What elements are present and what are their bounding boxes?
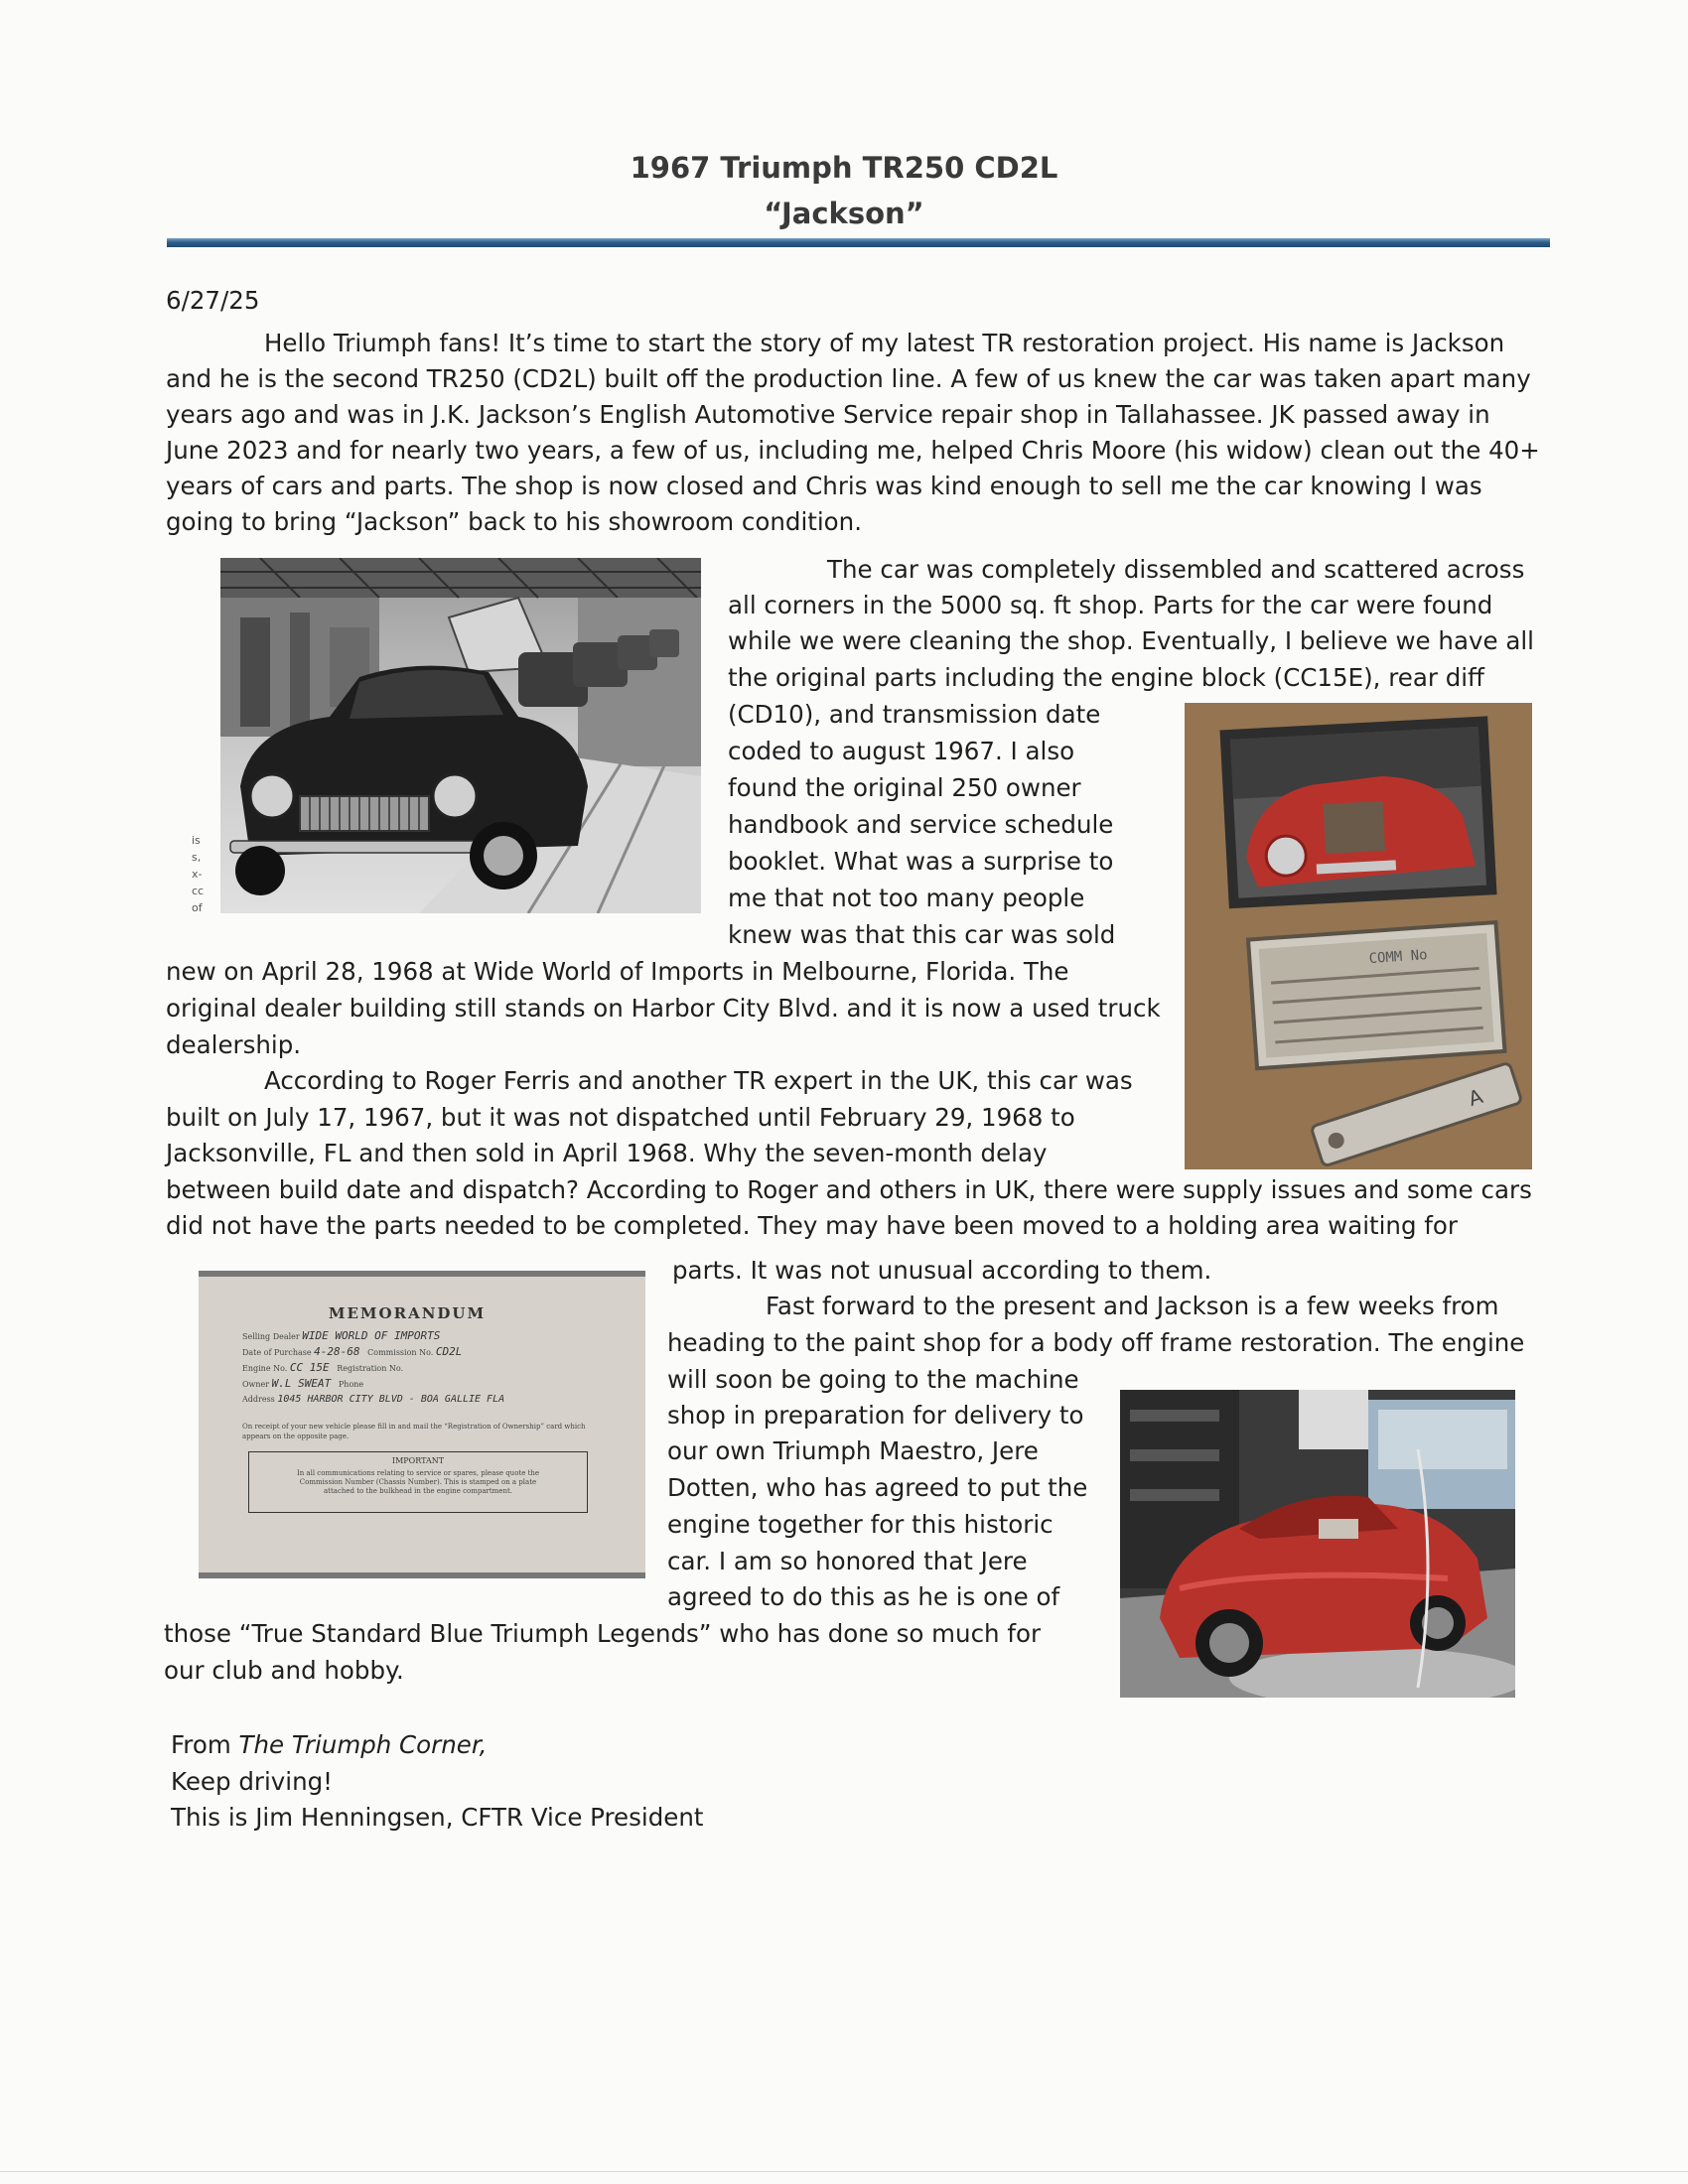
- paragraph-4-line: Dotten, who has agreed to put the: [667, 1473, 1088, 1502]
- memorandum-photo: [199, 1271, 645, 1578]
- paragraph-3-line: built on July 17, 1967, but it was not dispatched until February 29, 1968 to: [166, 1103, 1075, 1132]
- paragraph-3-line: parts. It was not unusual according to them.: [672, 1256, 1212, 1285]
- closing-signature: This is Jim Henningsen, CFTR Vice President: [171, 1803, 704, 1832]
- svg-text:COMM No: COMM No: [1368, 947, 1429, 968]
- paragraph-2-line: found the original 250 owner: [728, 773, 1081, 802]
- paragraph-1-line: years ago and was in J.K. Jackson’s English Automotive Service repair shop in Tallahassee. JK passed away in: [166, 400, 1490, 429]
- memorandum-important-heading: IMPORTANT: [391, 1456, 445, 1465]
- paragraph-2-line: me that not too many people: [728, 884, 1085, 912]
- paragraph-1-line: years of cars and parts. The shop is now closed and Chris was kind enough to sell me the car knowing I was: [166, 472, 1482, 500]
- paragraph-4-line: engine together for this historic: [667, 1510, 1054, 1539]
- paragraph-3-line: Jacksonville, FL and then sold in April 1968. Why the seven-month delay: [166, 1139, 1048, 1167]
- memorandum-row: Address 1045 HARBOR CITY BLVD - BOA GALLIE FLA: [242, 1394, 505, 1405]
- paragraph-4-line: will soon be going to the machine: [667, 1365, 1079, 1394]
- paragraph-2-line: new on April 28, 1968 at Wide World of Imports in Melbourne, Florida. The: [166, 957, 1069, 986]
- title-divider: [167, 238, 1550, 247]
- paragraph-4-line: our own Triumph Maestro, Jere: [667, 1436, 1039, 1465]
- paragraph-4-line: those “True Standard Blue Triumph Legends” who has done so much for: [164, 1619, 1042, 1648]
- paragraph-4-line: Fast forward to the present and Jackson is a few weeks from: [766, 1292, 1499, 1320]
- paragraph-1-line: June 2023 and for nearly two years, a few of us, including me, helped Chris Moore (his widow) clean out the 40+: [166, 436, 1540, 465]
- paragraph-2-line: knew was that this car was sold: [728, 920, 1116, 949]
- paragraph-1-line: Hello Triumph fans! It’s time to start the story of my latest TR restoration project. His name is Jackson: [264, 329, 1505, 357]
- margin-fragment: of: [192, 901, 203, 914]
- paragraph-2-line: coded to august 1967. I also: [728, 737, 1075, 765]
- margin-fragment: cc: [192, 885, 205, 897]
- memorandum-row: Selling Dealer WIDE WORLD OF IMPORTS: [242, 1329, 441, 1342]
- paragraph-4-line: heading to the paint shop for a body off frame restoration. The engine: [667, 1328, 1525, 1357]
- paragraph-4-line: our club and hobby.: [164, 1656, 404, 1685]
- margin-fragment: x-: [192, 868, 203, 881]
- page-subtitle: “Jackson”: [764, 197, 924, 230]
- paragraph-2-line: the original parts including the engine block (CC15E), rear diff: [728, 663, 1484, 692]
- paragraph-4-line: agreed to do this as he is one of: [667, 1582, 1060, 1611]
- closing-keep-driving: Keep driving!: [171, 1767, 333, 1796]
- memorandum-row: Engine No. CC 15E Registration No.: [242, 1361, 404, 1374]
- memorandum-row: Date of Purchase 4-28-68 Commission No. CD2L: [242, 1345, 463, 1358]
- paragraph-2-line: handbook and service schedule: [728, 810, 1114, 839]
- paragraph-2-line: booklet. What was a surprise to: [728, 847, 1114, 876]
- page-title: 1967 Triumph TR250 CD2L: [630, 151, 1058, 185]
- scan-edge-line: [0, 2171, 1688, 2172]
- paragraph-1-line: going to bring “Jackson” back to his showroom condition.: [166, 507, 862, 536]
- svg-text:A: A: [1465, 1083, 1486, 1111]
- date-line: 6/27/25: [166, 286, 260, 315]
- memorandum-important-text: In all communications relating to service or spares, please quote the Commission Number (Chassis Number). This is stamped on a plate attached to the bulkhead in the engine compartment.: [296, 1469, 540, 1495]
- paragraph-1-line: and he is the second TR250 (CD2L) built off the production line. A few of us knew the car was taken apart many: [166, 364, 1531, 393]
- paragraph-3-line: between build date and dispatch? According to Roger and others in UK, there were supply issues and some cars: [166, 1175, 1532, 1204]
- paragraph-2-line: dealership.: [166, 1030, 302, 1059]
- memorandum-row: Owner W.L SWEAT Phone: [242, 1377, 364, 1390]
- paragraph-4-line: shop in preparation for delivery to: [667, 1401, 1084, 1430]
- memorandum-rows: [242, 1328, 630, 1407]
- margin-fragment: is: [192, 834, 201, 847]
- paragraph-3-line: did not have the parts needed to be completed. They may have been moved to a holding area waiting for: [166, 1211, 1458, 1240]
- paragraph-2-line: The car was completely dissembled and scattered across: [827, 555, 1525, 584]
- paragraph-2-line: original dealer building still stands on Harbor City Blvd. and it is now a used truck: [166, 994, 1161, 1023]
- paragraph-3-line: According to Roger Ferris and another TR expert in the UK, this car was: [264, 1066, 1133, 1095]
- paragraph-2-line: while we were cleaning the shop. Eventually, I believe we have all: [728, 626, 1534, 655]
- publication-name: The Triumph Corner,: [238, 1730, 488, 1759]
- memorandum-important-box: [248, 1451, 588, 1513]
- margin-fragment: s,: [192, 851, 202, 864]
- body-and-plate-photo: [1185, 703, 1532, 1169]
- memorandum-heading: MEMORANDUM: [328, 1304, 487, 1322]
- paragraph-2-line: all corners in the 5000 sq. ft shop. Parts for the car were found: [728, 591, 1493, 619]
- paragraph-2-line: (CD10), and transmission date: [728, 700, 1101, 729]
- memorandum-receipt-note: On receipt of your new vehicle please fill in and mail the “Registration of Ownership” card which appears on the opposite page.: [242, 1423, 586, 1440]
- paragraph-4-line: car. I am so honored that Jere: [667, 1547, 1028, 1575]
- closing-from: From The Triumph Corner,: [171, 1730, 488, 1759]
- production-line-photo: [220, 558, 701, 913]
- garage-car-photo: [1120, 1390, 1515, 1698]
